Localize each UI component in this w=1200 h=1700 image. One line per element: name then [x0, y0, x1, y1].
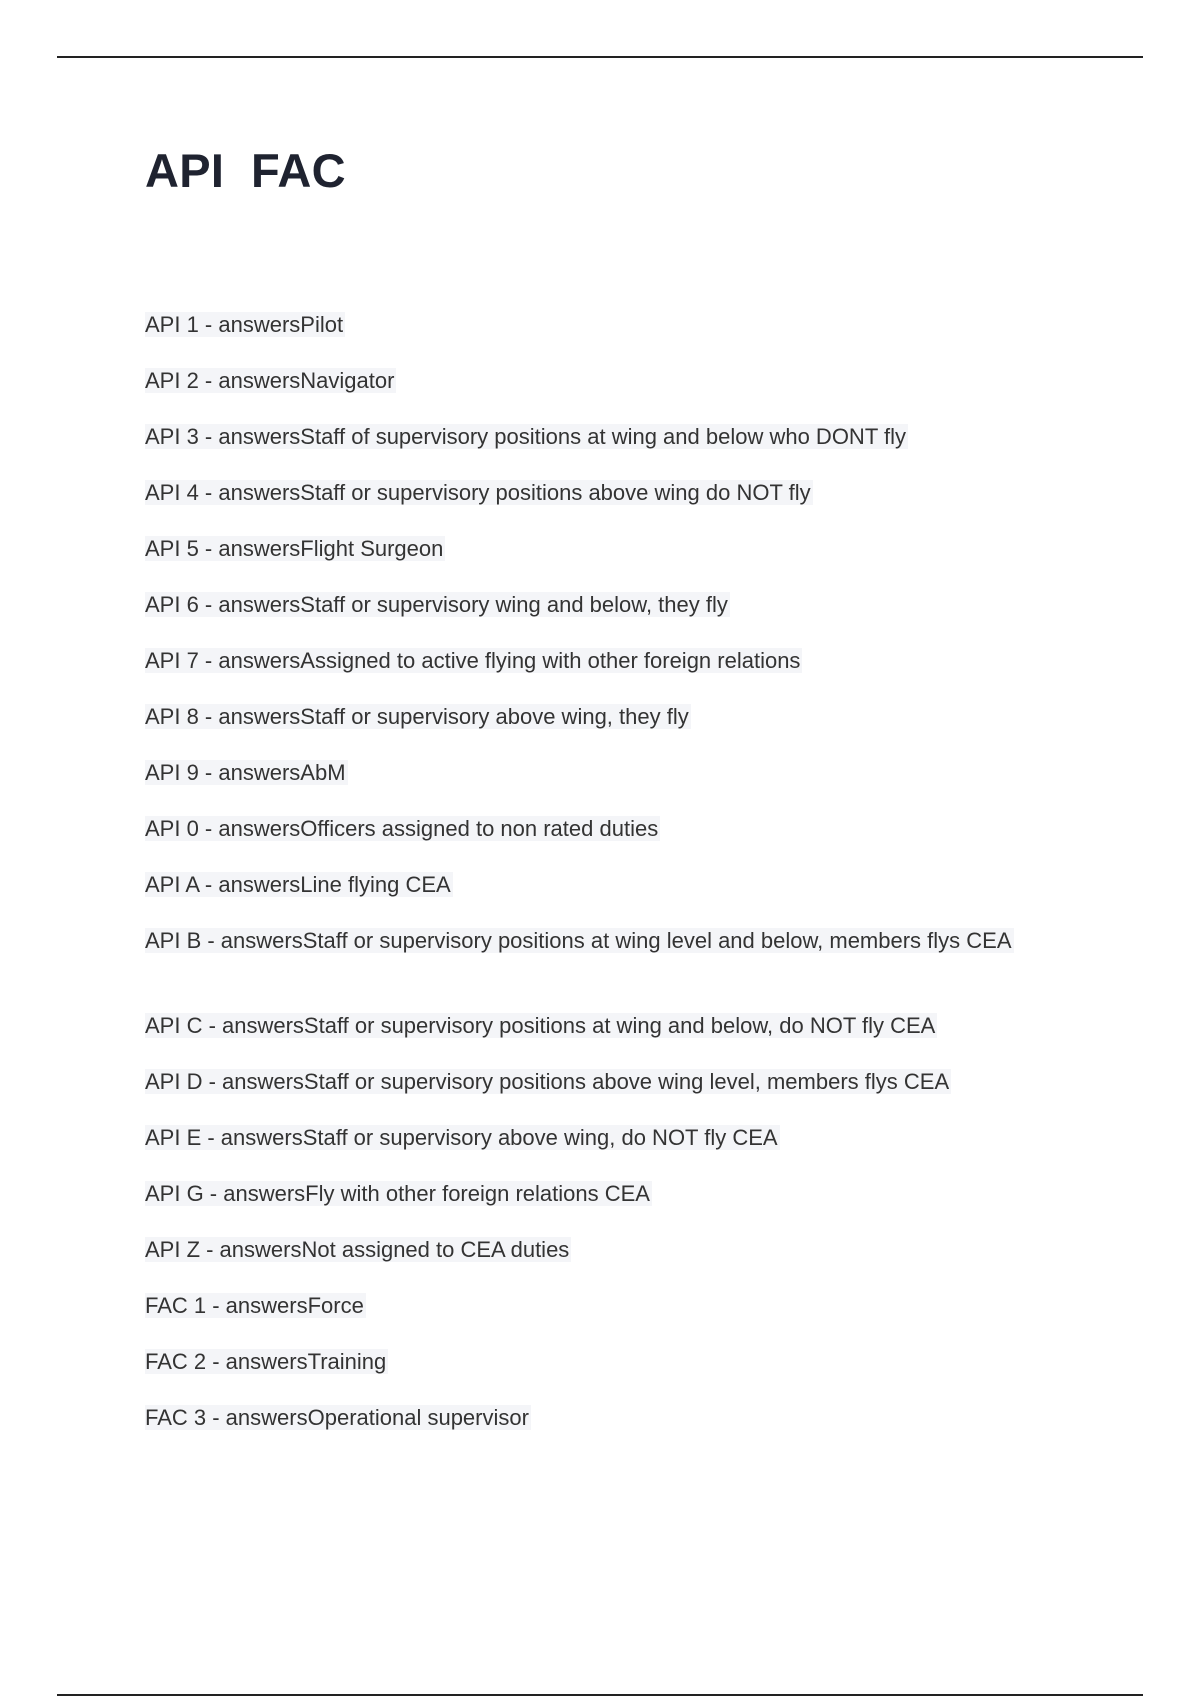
list-item [145, 1404, 1065, 1432]
list-item-text: FAC 2 - answersTraining [145, 1349, 387, 1374]
list-item-text: API B - answersStaff or supervisory positions at wing level and below, members flys CEA [145, 928, 1012, 953]
list-item [145, 1292, 1065, 1320]
list-item [145, 1068, 1065, 1096]
list-item-text: API 8 - answersStaff or supervisory above wing, they fly [145, 704, 689, 729]
list-item [145, 479, 1065, 507]
list-item [145, 311, 1065, 339]
list-item [145, 591, 1065, 619]
list-item [145, 1124, 1065, 1152]
list-item [145, 871, 1065, 899]
list-item-text: API 1 - answersPilot [145, 312, 344, 337]
list-item [145, 423, 1065, 451]
qa-list [145, 311, 1065, 1460]
list-item-text: FAC 1 - answersForce [145, 1293, 364, 1318]
list-item-text: API 5 - answersFlight Surgeon [145, 536, 444, 561]
list-item-text: API D - answersStaff or supervisory positions above wing level, members flys CEA [145, 1069, 950, 1094]
list-item-text: FAC 3 - answersOperational supervisor [145, 1405, 529, 1430]
list-item-text: API Z - answersNot assigned to CEA duties [145, 1237, 570, 1262]
list-item [145, 1348, 1065, 1376]
top-rule [57, 56, 1143, 58]
list-item-text: API 9 - answersAbM [145, 760, 346, 785]
list-item [145, 927, 1065, 983]
list-item-text: API 4 - answersStaff or supervisory positions above wing do NOT fly [145, 480, 811, 505]
list-item-text: API 7 - answersAssigned to active flying with other foreign relations [145, 648, 801, 673]
list-item-text: API A - answersLine flying CEA [145, 872, 451, 897]
list-item-text: API G - answersFly with other foreign relations CEA [145, 1181, 650, 1206]
list-item [145, 1180, 1065, 1208]
list-item-text: API 6 - answersStaff or supervisory wing and below, they fly [145, 592, 728, 617]
list-item [145, 647, 1065, 675]
list-item-text: API 3 - answersStaff of supervisory positions at wing and below who DONT fly [145, 424, 906, 449]
page-title: API FAC [145, 144, 346, 197]
list-item-text: API C - answersStaff or supervisory positions at wing and below, do NOT fly CEA [145, 1013, 936, 1038]
list-item [145, 1236, 1065, 1264]
list-item [145, 367, 1065, 395]
list-item [145, 1012, 1065, 1040]
list-item-text: API 2 - answersNavigator [145, 368, 395, 393]
list-item [145, 703, 1065, 731]
list-item-text: API E - answersStaff or supervisory above wing, do NOT fly CEA [145, 1125, 778, 1150]
list-item [145, 759, 1065, 787]
list-item-text: API 0 - answersOfficers assigned to non rated duties [145, 816, 659, 841]
list-item [145, 535, 1065, 563]
bottom-rule [57, 1694, 1143, 1696]
list-item [145, 815, 1065, 843]
